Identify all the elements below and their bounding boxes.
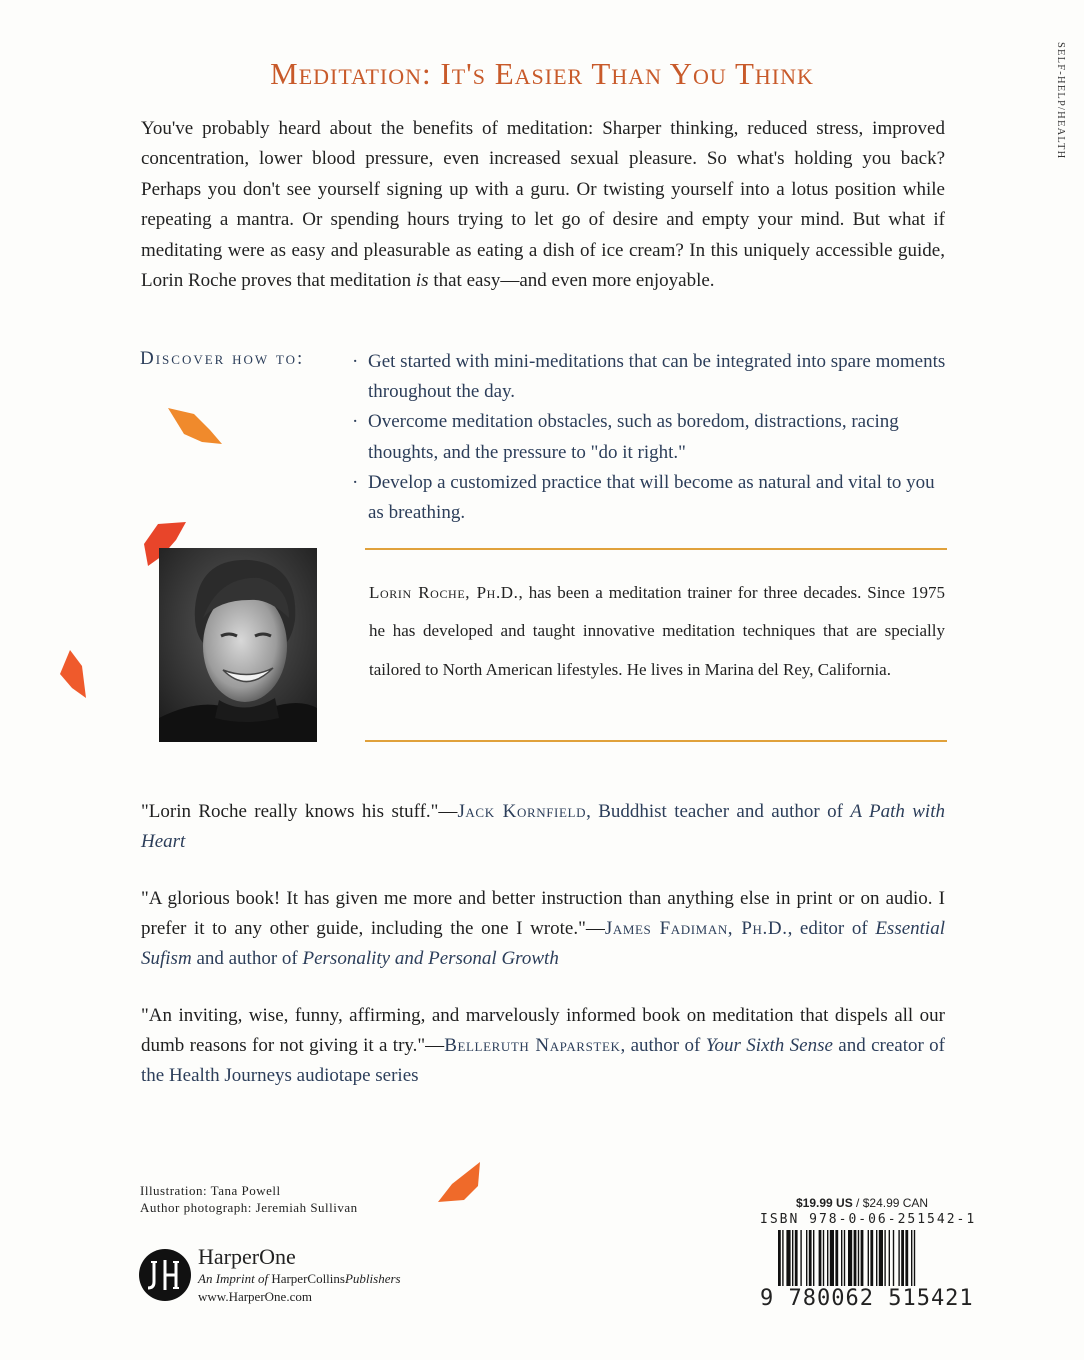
barcode-bar <box>898 1230 899 1292</box>
testimonial-text: "A glorious book! It has given me more and better instruction than anything else in print or on audio. I prefer it to any other guide, including the one I wrote."— <box>141 888 945 940</box>
credits <box>140 1182 358 1216</box>
barcode-bar <box>795 1230 798 1292</box>
author-bio <box>369 574 945 689</box>
barcode-bar <box>835 1230 838 1292</box>
back-cover-title: Meditation: It's Easier Than You Think <box>270 56 814 91</box>
author-portrait-icon <box>159 548 317 742</box>
barcode-bar <box>914 1230 915 1292</box>
intro-emphasis: is <box>415 270 429 292</box>
testimonial-2 <box>141 884 945 975</box>
barcode-bar <box>792 1230 793 1292</box>
barcode-bar <box>844 1230 845 1292</box>
testimonial-attribution: James Fadiman, Ph.D. <box>604 918 788 940</box>
leaf-orange-red-icon <box>58 648 90 704</box>
author-bio-text: , has been a meditation trainer for three decades. Since 1975 he has developed and taught innovative meditation techniques that are specially tailored to North American lifestyles. He lives in Marina del Rey, California. <box>369 583 946 679</box>
barcode-number: 9 780062 515421 <box>760 1286 974 1311</box>
testimonial-attribution: Jack Kornfield <box>457 801 587 822</box>
list-item <box>352 407 952 467</box>
intro-text-end: that easy—and even more enjoyable. <box>428 270 715 292</box>
barcode-bar <box>858 1230 859 1292</box>
price <box>796 1196 928 1210</box>
testimonial-3 <box>141 1001 945 1092</box>
isbn: ISBN 978-0-06-251542-1 <box>760 1212 977 1227</box>
barcode-bar <box>786 1230 790 1292</box>
testimonial-suffix: and author of <box>191 948 303 970</box>
leaf-orange-icon <box>166 404 226 452</box>
discover-list <box>352 347 952 528</box>
barcode-bar <box>876 1230 877 1292</box>
price-us: $19.99 US <box>796 1196 853 1210</box>
leaf-orange-bottom-icon <box>434 1160 486 1206</box>
bullet-icon: · <box>352 471 359 493</box>
testimonial-book: Your Sixth Sense <box>705 1035 833 1057</box>
barcode-bar <box>830 1230 834 1292</box>
barcode-bar <box>827 1230 828 1292</box>
author-name: Lorin Roche, Ph.D. <box>369 583 519 602</box>
barcode <box>778 1230 960 1292</box>
publisher-url: www.HarperOne.com <box>198 1289 312 1304</box>
barcode-bar <box>870 1230 873 1292</box>
barcode-bar <box>889 1230 890 1292</box>
publisher-imprint <box>198 1269 401 1289</box>
author-photo <box>159 548 317 742</box>
testimonial-text: "An inviting, wise, funny, affirming, and marvelously informed book on meditation that dispels all our dumb reasons for not giving it a try."— <box>141 1005 945 1057</box>
list-item <box>352 468 952 528</box>
barcode-bar <box>823 1230 824 1292</box>
list-item-text: Develop a customized practice that will become as natural and vital to you as breathing. <box>368 471 935 524</box>
testimonial-text: "Lorin Roche really knows his stuff."— <box>141 801 458 822</box>
barcode-bar <box>809 1230 812 1292</box>
barcode-bar <box>813 1230 814 1292</box>
intro-text: You've probably heard about the benefits of meditation: Sharper thinking, reduced stress, improved concentration, lower blood pressure, even increased sexual pleasure. So what's holding you back? Perhaps you don't see yourself signing up with a guru. Or twisting yourself into a lotus position while repeating a mantra. Or spending hours trying to let go of desire and empty your mind. But what if meditating were as easy and pleasurable as eating a dish of ice cream? In this uniquely accessible guide, Lorin Roche proves that meditation <box>141 118 945 292</box>
barcode-bar <box>782 1230 783 1292</box>
divider-top <box>365 548 947 550</box>
divider-bottom <box>365 740 947 742</box>
harperone-logo-icon <box>138 1248 192 1302</box>
testimonial-attribution: Belleruth Naparstek <box>444 1035 621 1057</box>
barcode-bar <box>879 1230 883 1292</box>
publisher-name: HarperOne <box>198 1244 296 1269</box>
barcode-bar <box>868 1230 869 1292</box>
barcode-bar <box>848 1230 852 1292</box>
testimonial-1 <box>141 797 945 857</box>
list-item-text: Get started with mini-meditations that can be integrated into spare moments throughout the day. <box>368 351 946 403</box>
bullet-icon: · <box>352 411 359 433</box>
photo-credit: Author photograph: Jeremiah Sullivan <box>140 1200 358 1215</box>
intro-paragraph <box>141 114 945 296</box>
price-can: / $24.99 CAN <box>852 1196 929 1210</box>
barcode-bar <box>901 1230 904 1292</box>
testimonial-suffix: , author of <box>620 1035 706 1057</box>
barcode-bar <box>884 1230 885 1292</box>
publisher-block <box>198 1245 401 1305</box>
barcode-bar <box>911 1230 912 1292</box>
barcode-bar <box>800 1230 801 1292</box>
list-item <box>352 347 952 407</box>
imprint-company: HarperCollins <box>268 1271 345 1286</box>
barcode-bar <box>861 1230 864 1292</box>
testimonial-book: Essential Sufism <box>141 918 945 970</box>
testimonial-suffix: and creator of the Health Journeys audiotape series <box>141 1035 945 1087</box>
barcode-bar <box>819 1230 822 1292</box>
barcode-bar <box>905 1230 908 1292</box>
barcode-bar <box>854 1230 857 1292</box>
bullet-icon: · <box>352 351 359 372</box>
testimonial-book: Personality and Personal Growth <box>302 948 559 970</box>
discover-heading: Discover how to: <box>140 348 305 369</box>
category-label: SELF-HELP/HEALTH <box>1055 42 1066 160</box>
testimonial-suffix: , editor of <box>787 918 876 940</box>
testimonial-suffix: , Buddhist teacher and author of <box>586 801 851 822</box>
illustration-credit: Illustration: Tana Powell <box>140 1183 281 1198</box>
testimonial-book: A Path with Heart <box>141 801 945 853</box>
barcode-bar <box>841 1230 842 1292</box>
barcode-bar <box>893 1230 894 1292</box>
list-item-text: Overcome meditation obstacles, such as boredom, distractions, racing thoughts, and the pressure to "do it right." <box>368 411 899 463</box>
barcode-bar <box>778 1230 781 1292</box>
barcode-bar <box>806 1230 807 1292</box>
imprint-suffix: Publishers <box>344 1271 401 1286</box>
imprint-prefix: An Imprint of <box>198 1271 269 1286</box>
